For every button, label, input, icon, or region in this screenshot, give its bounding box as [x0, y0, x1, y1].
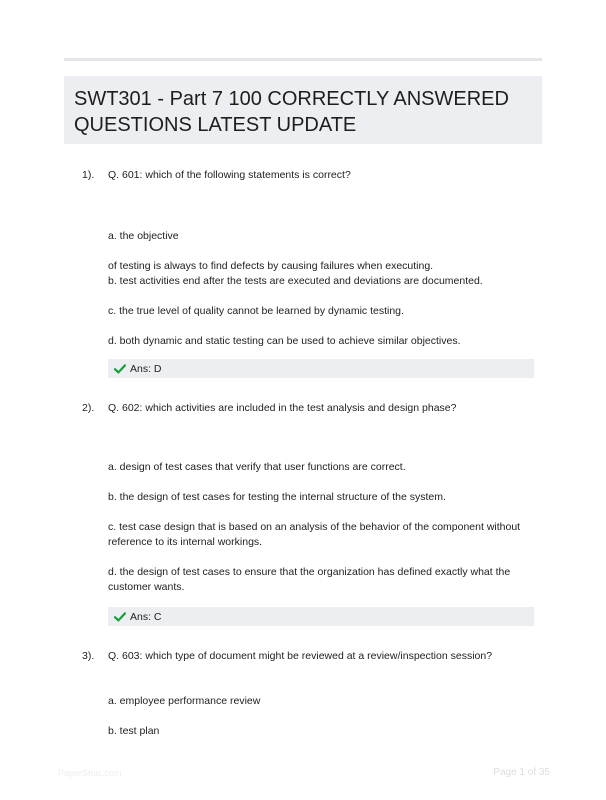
option-b: b. test plan — [108, 725, 160, 737]
question-text: Q. 602: which activities are included in the test analysis and design phase? — [108, 402, 457, 414]
top-divider — [64, 58, 542, 61]
option-a: a. design of test cases that verify that user functions are correct. — [108, 461, 406, 473]
document-title: SWT301 - Part 7 100 CORRECTLY ANSWERED QUESTIONS LATEST UPDATE — [74, 88, 509, 136]
option-a: a. employee performance review — [108, 695, 261, 707]
question-number: 1). — [82, 169, 95, 181]
question-number: 3). — [82, 650, 95, 662]
title-banner — [64, 76, 542, 144]
question-text: Q. 603: which type of document might be reviewed at a review/inspection session? — [108, 650, 493, 662]
question-number: 2). — [82, 402, 95, 414]
option-b: b. the design of test cases for testing the internal structure of the system. — [108, 491, 446, 503]
check-icon — [114, 612, 126, 622]
answer-box — [108, 359, 534, 378]
answer-text: Ans: D — [130, 362, 162, 375]
option-d: d. both dynamic and static testing can be used to achieve similar objectives. — [108, 335, 461, 347]
option-a-continued: of testing is always to find defects by causing failures when executing. — [108, 260, 434, 272]
answer-box — [108, 607, 534, 626]
option-c: c. test case design that is based on an analysis of the behavior of the component without reference to its internal workings. — [108, 521, 521, 548]
check-icon — [114, 364, 126, 374]
answer-text: Ans: C — [130, 610, 162, 623]
footer-page-number: Page 1 of 35 — [493, 767, 550, 778]
footer-site-watermark: PaperStoic.com — [58, 768, 122, 778]
question-text: Q. 601: which of the following statements is correct? — [108, 169, 351, 181]
option-d: d. the design of test cases to ensure that the organization has defined exactly what the customer wants. — [108, 566, 511, 593]
option-a: a. the objective — [108, 230, 179, 242]
option-c: c. the true level of quality cannot be learned by dynamic testing. — [108, 305, 404, 317]
option-b: b. test activities end after the tests are executed and deviations are documented. — [108, 275, 483, 287]
